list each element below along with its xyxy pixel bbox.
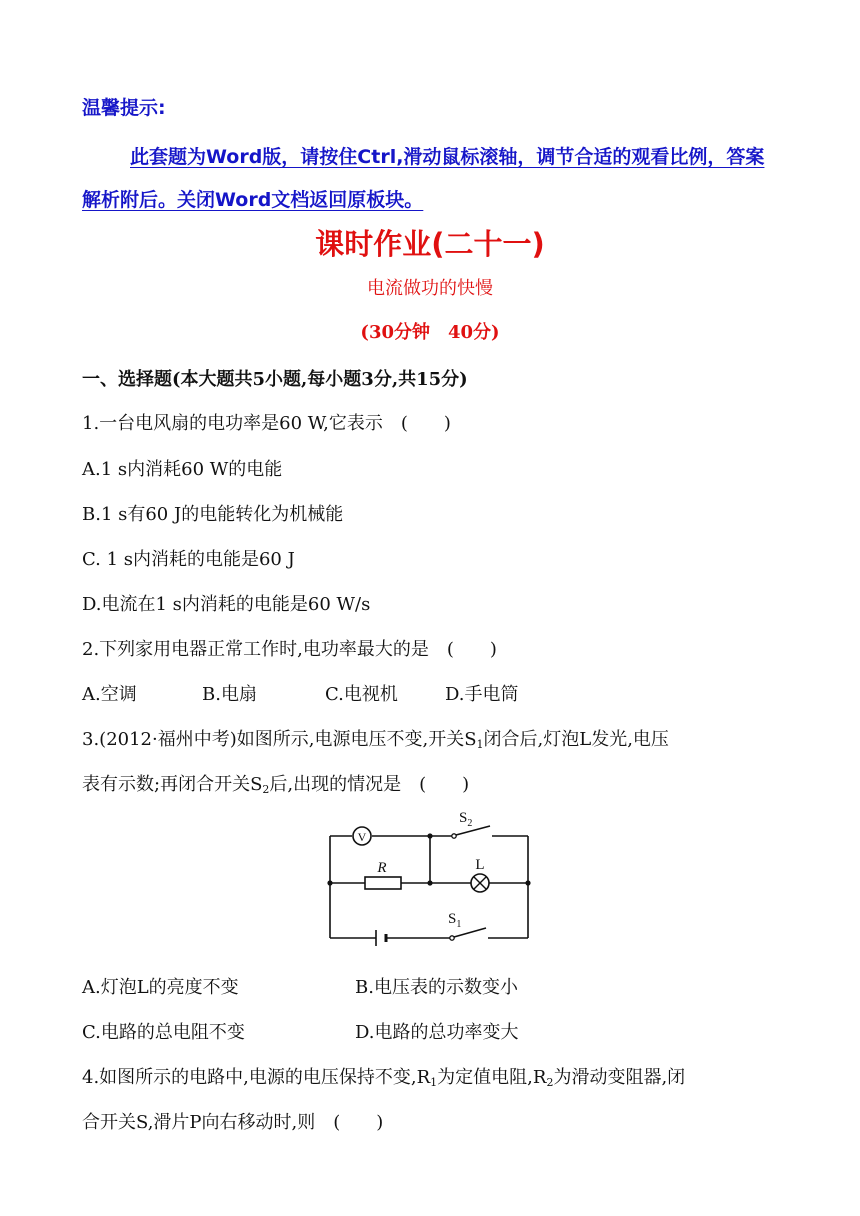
q3-option-b: B.电压表的示数变小 — [355, 977, 518, 998]
q4-stem-line1: 4.如图所示的电路中,电源的电压保持不变$,R_1$为定值电阻$,R_2$为滑动变阻器,闭 — [82, 1067, 686, 1089]
q1-option-b: B.1 s有60 J的电能转化为机械能 — [82, 504, 344, 525]
q4-stem-line2: 合开关S,滑片P向右移动时,则 ( ) — [82, 1112, 384, 1133]
q2-option-a: A.空调 — [82, 684, 137, 705]
voltmeter-label: V — [357, 830, 367, 844]
q3-stem-line1: 3.(2012·福州中考)如图所示,电源电压不变,开关$S_1$闭合后,灯泡L发光,电压 — [82, 729, 669, 751]
q3-option-d: D.电路的总功率变大 — [355, 1022, 519, 1043]
q2-option-c: C.电视机 — [325, 684, 398, 705]
q2-stem: 2.下列家用电器正常工作时,电功率最大的是 ( ) — [82, 639, 497, 660]
q2-option-b: B.电扇 — [202, 684, 257, 705]
q2-option-d: D.手电筒 — [445, 684, 519, 705]
page-title: 课时作业(二十一) — [315, 227, 545, 261]
switch-s1-label: $S_1$ — [448, 911, 462, 930]
q3-stem-line2: 表有示数;再闭合开关$S_2$后,出现的情况是 ( ) — [82, 774, 470, 796]
time-limit: (30分钟 40分) — [360, 322, 500, 343]
lamp-label: L — [475, 857, 485, 873]
tip-text: 此套题为Word版，请按住Ctrl,滑动鼠标滚轴，调节合适的观看比例，答案解析附后。关闭Word文档返回原板块。 — [82, 146, 765, 211]
q1-option-c: C. 1 s内消耗的电能是60 J — [82, 549, 295, 570]
q1-option-a: A.1 s内消耗60 W的电能 — [82, 459, 283, 480]
page-subtitle: 电流做功的快慢 — [367, 278, 493, 299]
tip-body — [82, 136, 782, 222]
switch-s2-symbol — [456, 826, 490, 835]
switch-s2-label: $S_2$ — [459, 810, 473, 829]
resistor-symbol — [365, 877, 401, 889]
q1-option-d: D.电流在1 s内消耗的电能是60 W/s — [82, 594, 371, 615]
q3-option-a: A.灯泡L的亮度不变 — [82, 977, 239, 998]
tip-title: 温馨提示: — [82, 97, 166, 119]
resistor-label: R — [377, 860, 387, 876]
q1-stem: 1.一台电风扇的电功率是60 W,它表示 ( ) — [82, 413, 451, 434]
circuit-diagram — [320, 806, 540, 946]
section-heading: 一、选择题(本大题共5小题,每小题3分,共15分) — [82, 369, 468, 390]
q3-option-c: C.电路的总电阻不变 — [82, 1022, 245, 1043]
